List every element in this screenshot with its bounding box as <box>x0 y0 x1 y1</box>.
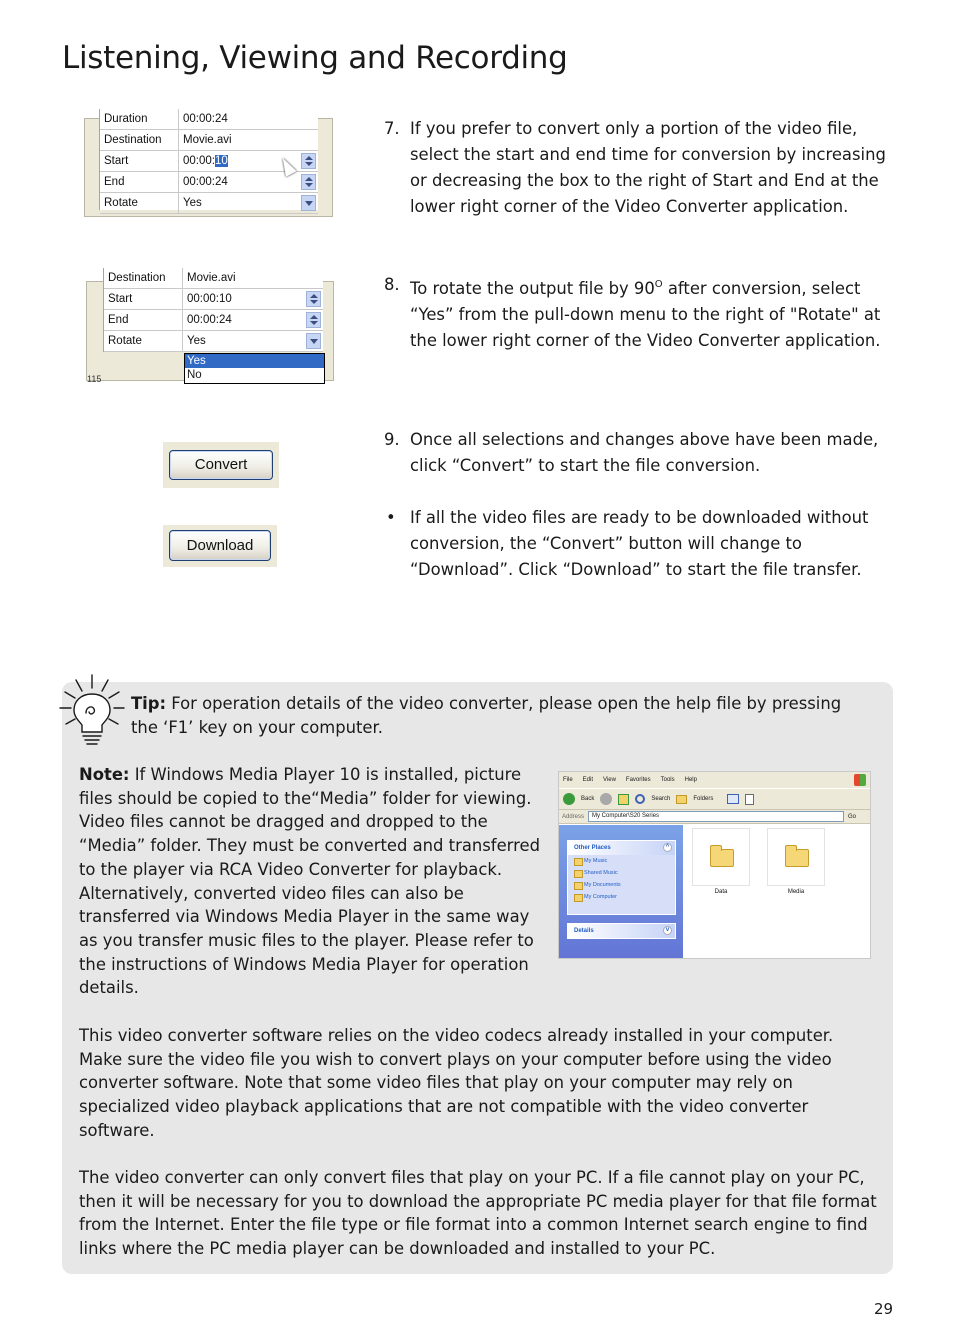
degree-superscript: O <box>654 279 663 290</box>
link-my-computer[interactable]: My Computer <box>568 891 675 903</box>
explorer-task-pane <box>559 825 683 958</box>
end-time-value: 00:00:24 <box>187 314 232 326</box>
grid-row-rotate <box>100 193 318 214</box>
menu-help[interactable]: Help <box>684 777 697 783</box>
details-box <box>567 923 676 939</box>
note-body: If Windows Media Player 10 is installed, picture files should be copied to the“Media” folder for viewing. Video files cannot be dragged and dropped to the “Media” folder. They must be converted and transferred to the player via RCA Video Converter for playback. Alternatively, converted video files can also be transferred via Windows Media Player in the same way as you transfer music files to the player. Please refer to the instructions of Windows Media Player for operation details. <box>79 765 540 998</box>
pc-player-paragraph: The video converter can only convert files that play on your PC. If a file cannot play on your PC, then it will be necessary for you to download the appropriate PC media player for that file format from the Internet. Enter the file type or file format into a common Internet search engine to find links where the PC media player can be downloaded and installed to your PC. <box>79 1168 877 1259</box>
menu-file[interactable]: File <box>563 777 573 783</box>
folders-icon[interactable] <box>676 795 687 804</box>
details-title: Details <box>574 928 594 934</box>
end-time-field[interactable] <box>179 172 318 192</box>
start-time-prefix: 00:00: <box>183 155 215 167</box>
menu-edit[interactable]: Edit <box>582 777 594 783</box>
explorer-body <box>559 825 870 958</box>
explorer-menu-bar <box>559 772 870 788</box>
step-number: 7. <box>384 119 400 138</box>
step-8 <box>384 272 904 354</box>
folder-label: Data <box>714 889 728 895</box>
address-input[interactable]: My Computer\S20 Series <box>588 811 844 822</box>
rotate-select[interactable] <box>179 193 318 213</box>
views-icon[interactable] <box>727 794 739 804</box>
address-bar <box>559 810 870 824</box>
folder-data[interactable] <box>692 828 750 886</box>
grid-row-destination <box>100 130 318 151</box>
note-text <box>79 763 549 1000</box>
rotate-value: Yes <box>183 197 202 209</box>
start-time-field[interactable] <box>183 289 323 309</box>
chevron-down-icon[interactable] <box>306 333 321 349</box>
chevron-down-icon[interactable] <box>301 195 316 211</box>
other-places-title: Other Places <box>574 845 611 851</box>
step-text-part: after conversion, select “Yes” from the pull-down menu to the right of "Rotate" at the lower right corner of the Video Converter application. <box>410 279 881 350</box>
step-text-part: To rotate the output file by 90 <box>410 279 655 298</box>
start-end-settings-screenshot <box>84 113 333 217</box>
tip-text <box>131 692 871 739</box>
chevron-up-icon[interactable]: ^ <box>663 843 672 852</box>
menu-view[interactable]: View <box>603 777 616 783</box>
grid-key: Duration <box>100 109 179 129</box>
other-places-box <box>567 840 676 915</box>
grid-key: Rotate <box>100 193 179 213</box>
grid-key: Destination <box>104 268 183 288</box>
grid-key: Destination <box>100 130 179 150</box>
go-button[interactable]: Go <box>848 813 857 820</box>
search-button[interactable]: Search <box>651 796 671 802</box>
start-spinner-icon[interactable] <box>301 153 316 169</box>
grid-row-rotate <box>104 331 323 352</box>
chevron-down-icon[interactable]: v <box>663 926 672 935</box>
properties-icon[interactable] <box>745 794 754 805</box>
end-spinner-icon[interactable] <box>306 312 321 328</box>
page-title: Listening, Viewing and Recording <box>62 40 568 76</box>
convert-button[interactable]: Convert <box>169 450 273 480</box>
grid-key: End <box>100 172 179 192</box>
details-header[interactable] <box>568 924 675 938</box>
end-time-value: 00:00:24 <box>183 176 228 188</box>
tip-label: Tip: <box>131 694 167 713</box>
end-spinner-icon[interactable] <box>301 174 316 190</box>
menu-favorites[interactable]: Favorites <box>625 777 651 783</box>
rotate-option-no[interactable]: No <box>187 369 202 381</box>
step-text <box>410 272 904 354</box>
codec-paragraph: This video converter software relies on the video codecs already installed in your computer. Make sure the video file you wish to convert plays on your computer before using the video converter software. Note that some video files that play on your computer may rely on specialized video playback applications that are not compatible with the video converter software. <box>79 1026 834 1140</box>
folders-button[interactable]: Folders <box>693 796 714 802</box>
grid-key: End <box>104 310 183 330</box>
windows-logo-icon <box>854 774 866 786</box>
link-shared-music[interactable]: Shared Music <box>568 867 675 879</box>
back-button[interactable]: Back <box>581 796 595 802</box>
screenshot-footer-text: 115 <box>87 374 102 384</box>
step-7 <box>384 116 904 220</box>
convert-button-screenshot <box>163 442 279 488</box>
grid-row-duration <box>100 109 318 130</box>
grid-value: 00:00:24 <box>183 113 228 125</box>
destination-field[interactable]: Movie.avi <box>183 134 232 146</box>
lightbulb-icon <box>56 672 128 748</box>
menu-tools[interactable]: Tools <box>660 777 675 783</box>
grid-key: Start <box>104 289 183 309</box>
rotate-value: Yes <box>187 335 206 347</box>
download-button[interactable]: Download <box>169 530 271 561</box>
start-time-value: 00:00:10 <box>187 293 232 305</box>
grid-value: Movie.avi <box>187 272 236 284</box>
link-my-music[interactable]: My Music <box>568 855 675 867</box>
grid-row-end <box>104 310 323 331</box>
step-number: 8. <box>384 275 400 294</box>
back-arrow-icon[interactable] <box>563 793 575 805</box>
rotate-dropdown-screenshot <box>86 272 334 384</box>
page-number: 29 <box>874 1300 894 1318</box>
rotate-select[interactable] <box>183 331 323 351</box>
grid-key: Start <box>100 151 179 171</box>
step-9 <box>384 427 904 479</box>
other-places-header[interactable] <box>568 841 675 855</box>
folder-media[interactable] <box>767 828 825 886</box>
grid-key: Rotate <box>104 331 183 351</box>
download-button-screenshot <box>163 525 277 567</box>
explorer-toolbar <box>559 788 870 810</box>
explorer-window-screenshot <box>558 771 871 959</box>
folder-label: Media <box>787 889 805 895</box>
rotate-dropdown-list <box>184 353 325 384</box>
link-my-documents[interactable]: My Documents <box>568 879 675 891</box>
folder-icon <box>785 849 809 867</box>
step-bullet <box>384 505 904 583</box>
step-text: If you prefer to convert only a portion of the video file, select the start and end time for conversion by increasing or decreasing the box to the right of Start and End at the lower right corner of the Video Converter application. <box>410 119 886 216</box>
search-icon[interactable] <box>635 794 645 804</box>
grid-row-destination <box>104 268 323 289</box>
start-spinner-icon[interactable] <box>306 291 321 307</box>
step-text: Once all selections and changes above have been made, click “Convert” to start the file conversion. <box>410 430 879 475</box>
end-time-field[interactable] <box>183 310 323 330</box>
folder-icon <box>710 849 734 867</box>
grid-row-start <box>104 289 323 310</box>
start-time-selection: 10 <box>214 155 228 167</box>
forward-arrow-icon[interactable] <box>600 793 612 805</box>
up-folder-icon[interactable] <box>618 794 629 805</box>
note-label: Note: <box>79 765 130 784</box>
step-text: If all the video files are ready to be downloaded without conversion, the “Convert” button will change to “Download”. Click “Download” to start the file transfer. <box>410 508 869 579</box>
address-label: Address <box>562 813 585 820</box>
step-number: 9. <box>384 430 400 449</box>
start-time-field[interactable] <box>179 151 318 171</box>
bullet: • <box>386 508 396 527</box>
tip-body: For operation details of the video converter, please open the help file by pressing the ‘F1’ key on your computer. <box>131 694 842 737</box>
rotate-option-yes[interactable]: Yes <box>185 354 324 368</box>
